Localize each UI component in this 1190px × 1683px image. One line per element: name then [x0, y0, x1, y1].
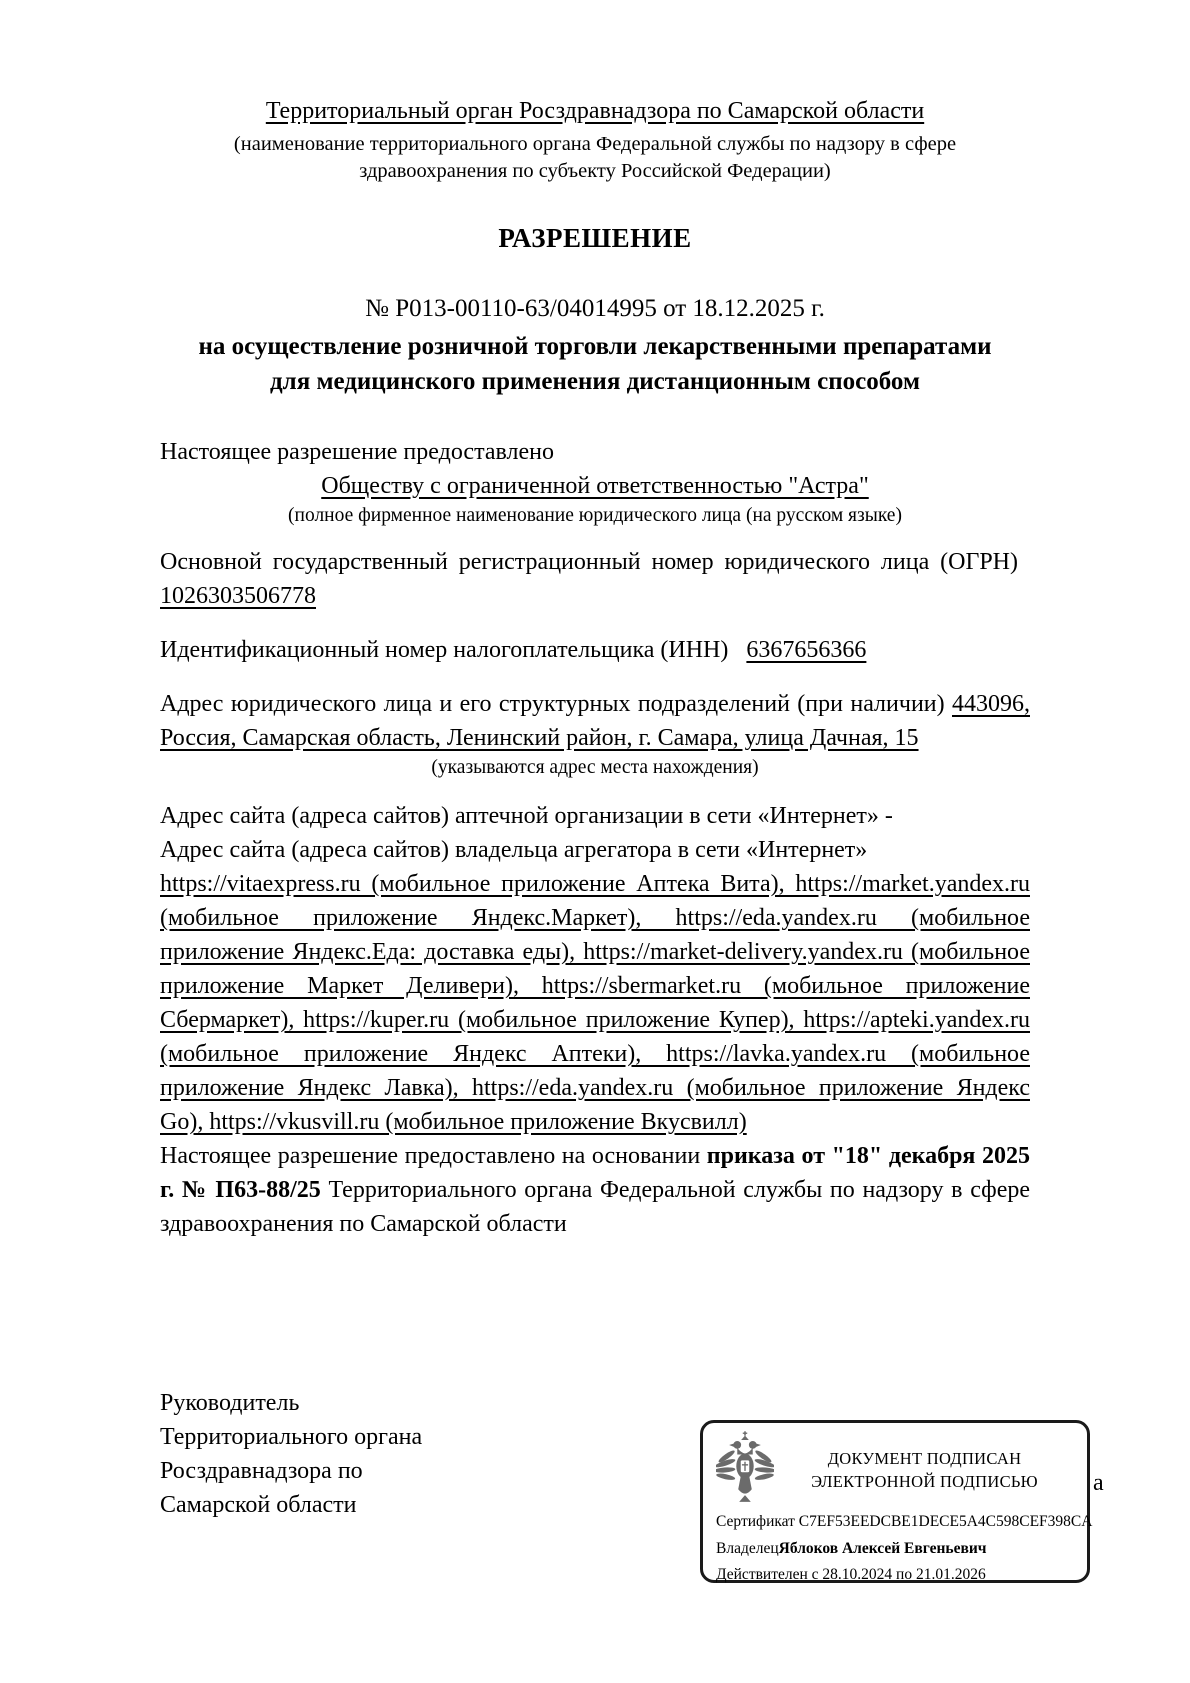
basis-suffix: Территориального органа Федеральной службы по надзору в сфере здравоохранения по Самарской области [160, 1177, 1031, 1237]
stamp-title-line2: ЭЛЕКТРОННОЙ ПОДПИСЬЮ [811, 1472, 1038, 1491]
stamp-validity-line: Действителен с 28.10.2024 по 21.01.2026 [716, 1566, 986, 1583]
signatory-line3: Росздравнадзора по [160, 1458, 363, 1484]
address-value: 443096, Россия, Самарская область, Ленинский район, г. Самара, улица Дачная, 15 [160, 691, 1030, 751]
stamp-details [703, 1507, 1093, 1589]
permit-number-and-date: № Р013-00110-63/04014995 от 18.12.2025 г. [365, 295, 825, 322]
signatory-line2: Территориального органа [160, 1424, 423, 1450]
sites-list: https://vitaexpress.ru (мобильное приложение Аптека Вита), https://market.yandex.ru (мобильное приложение Яндекс.Маркет), https://eda.yandex.ru (мобильное приложение Яндекс.Еда: доставка еды), https://market-delivery.yandex.ru (мобильное приложение Маркет Деливери), https://sbermarket.ru (мобильное приложение Сбермаркет), https://kuper.ru (мобильное приложение Купер), https://apteki.yandex.ru (мобильное приложение Яндекс Аптеки), https://lavka.yandex.ru (мобильное приложение Яндекс Лавка), https://eda.yandex.ru (мобильное приложение Яндекс Go), https://vkusvill.ru (мобильное приложение Вкусвилл) [160, 871, 1030, 1135]
sites-intro-line1: Адрес сайта (адреса сайтов) аптечной организации в сети «Интернет» - [160, 803, 893, 829]
stamp-header [703, 1423, 1087, 1507]
signatory-block [160, 1386, 422, 1522]
address-label: Адрес юридического лица и его структурных подразделений (при наличии) [160, 691, 945, 717]
ogrn-value: 1026303506778 [160, 583, 316, 609]
permit-subject-line1: на осуществление розничной торговли лекарственными препаратами [198, 333, 992, 360]
inn-paragraph [160, 633, 1030, 667]
sites-intro-line2: Адрес сайта (адреса сайтов) владельца агрегатора в сети «Интернет» [160, 837, 868, 863]
stamp-owner-label: Владелец [716, 1539, 779, 1557]
issuing-authority-caption-line1: (наименование территориального органа Федеральной службы по надзору в сфере [233, 133, 957, 155]
stamp-certificate-line [716, 1509, 1093, 1536]
issuing-authority-title: Территориальный орган Росздравнадзора по Самарской области [265, 98, 925, 124]
obscured-text-fragment: а [1093, 1470, 1104, 1496]
ogrn-paragraph [160, 545, 1030, 613]
document-body [160, 96, 1030, 1241]
inn-label: Идентификационный номер налогоплательщика (ИНН) [160, 637, 729, 663]
company-name-caption: (полное фирменное наименование юридического лица (на русском языке) [288, 505, 902, 526]
basis-paragraph [160, 1139, 1030, 1241]
permit-subject [160, 329, 1030, 399]
stamp-owner-line [716, 1536, 1077, 1563]
ogrn-label: Основной государственный регистрационный номер юридического лица (ОГРН) [160, 549, 1018, 575]
basis-prefix: Настоящее разрешение предоставлено на основании [160, 1143, 701, 1169]
issuing-authority-caption [160, 131, 1030, 185]
sites-intro [160, 799, 1030, 867]
stamp-owner-name: Яблоков Алексей Евгеньевич [778, 1539, 987, 1557]
electronic-signature-stamp [700, 1420, 1093, 1583]
inn-value: 6367656366 [746, 637, 867, 663]
address-caption: (указываются адрес места нахождения) [431, 757, 759, 778]
stamp-title-line1: ДОКУМЕНТ ПОДПИСАН [827, 1449, 1022, 1468]
issuing-authority-caption-line2: здравоохранения по субъекту Российской Федерации) [359, 160, 831, 182]
document-title: РАЗРЕШЕНИЕ [498, 223, 692, 253]
address-paragraph [160, 687, 1030, 755]
stamp-title [774, 1445, 1075, 1493]
granted-intro: Настоящее разрешение предоставлено [160, 439, 554, 465]
double-headed-eagle-emblem-icon [716, 1431, 774, 1507]
signatory-line1: Руководитель [160, 1390, 300, 1416]
stamp-certificate-value: C7EF53EEDCBE1DECE5A4C598CEF398CA [798, 1513, 1093, 1530]
signatory-line4: Самарской области [160, 1492, 357, 1518]
permit-subject-line2: для медицинского применения дистанционным способом [270, 368, 920, 395]
basis-order-reference: приказа от "18" декабря 2025 г. № П63-88/25 [160, 1143, 1031, 1203]
stamp-certificate-label: Сертификат [716, 1513, 795, 1530]
company-name: Обществу с ограниченной ответственностью "Астра" [321, 473, 869, 499]
